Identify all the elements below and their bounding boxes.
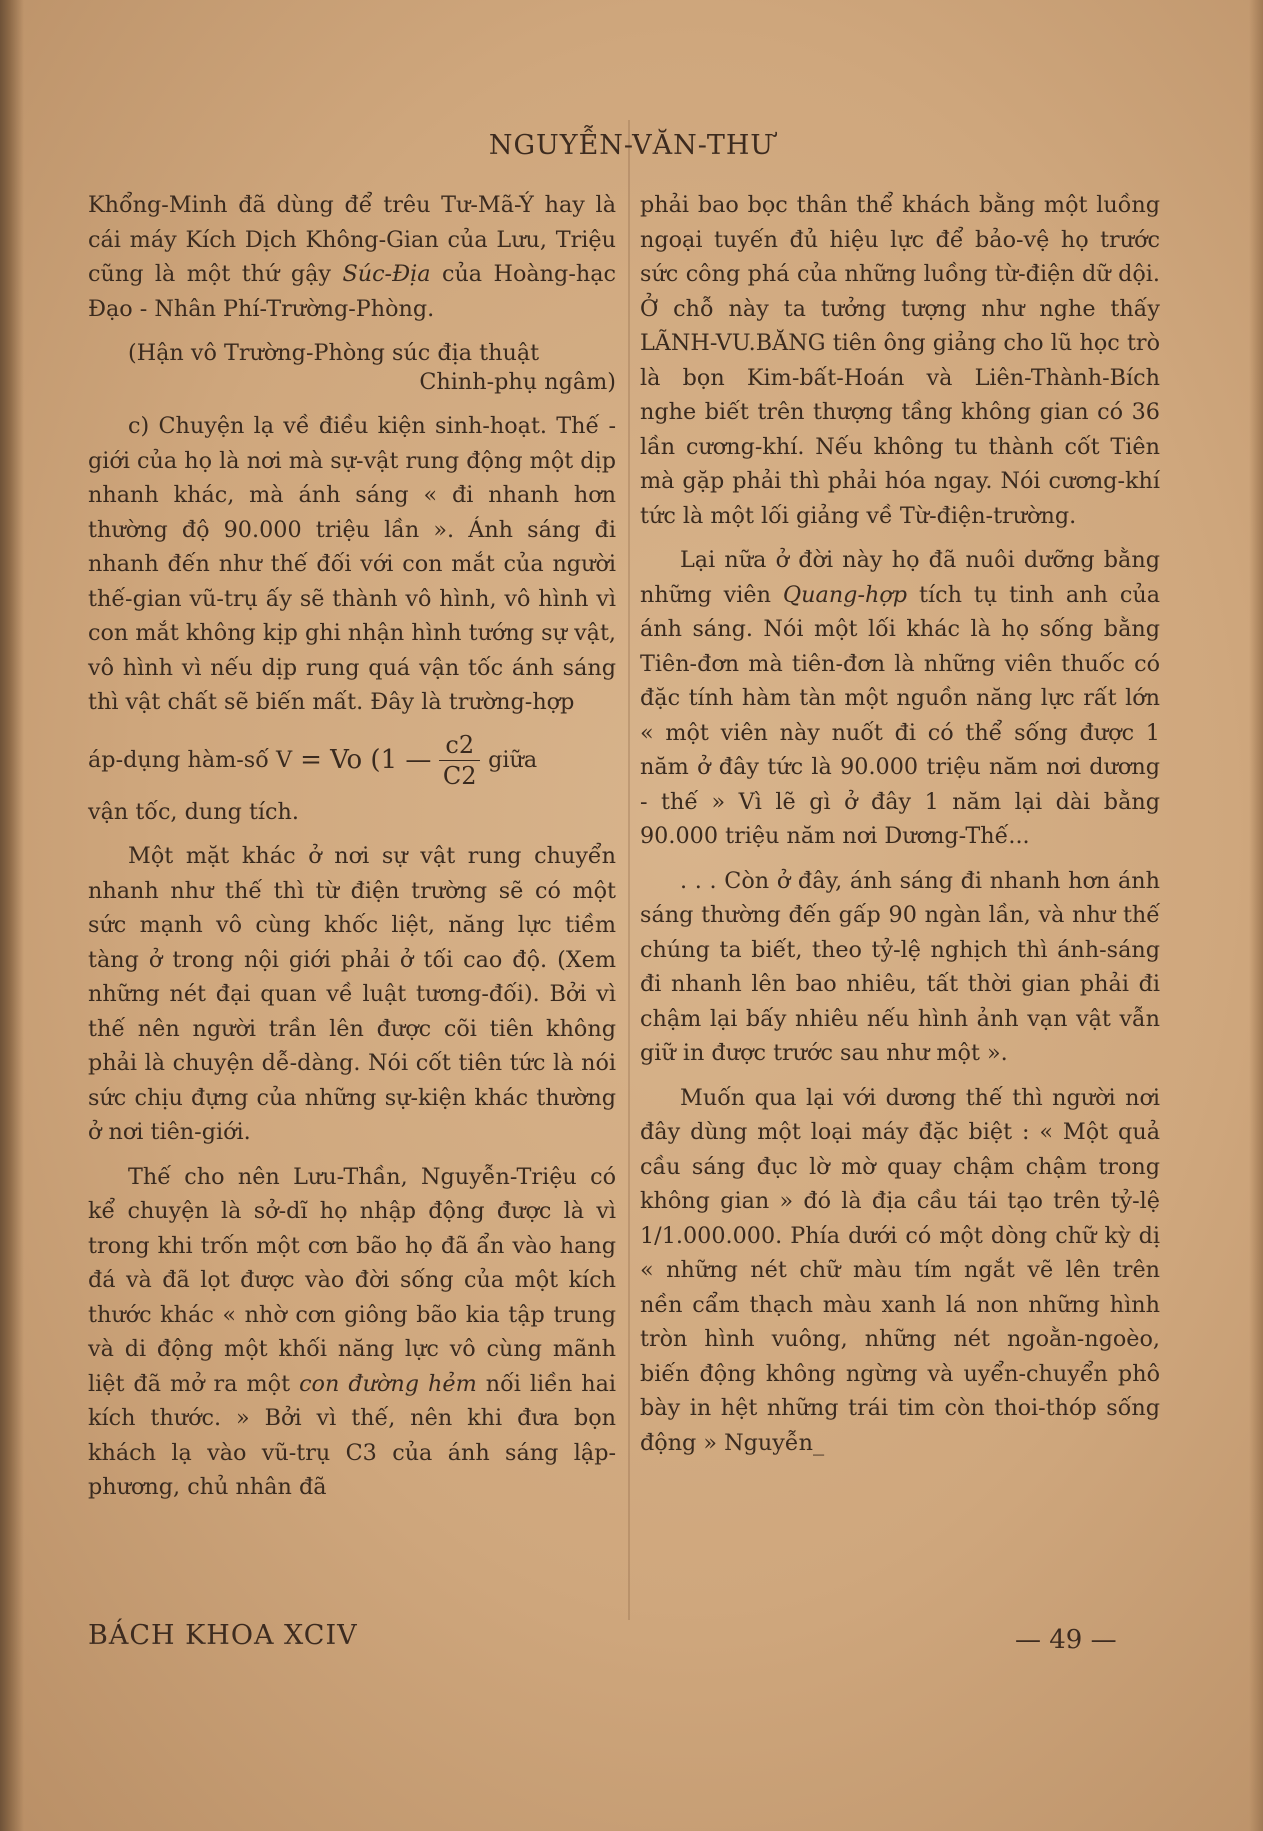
left-paragraph-5: Một mặt khác ở nơi sự vật rung chuyển nhanh như thế thì từ điện trường sẽ có một sức mạnh vô cùng khốc liệt, năng lực tiềm tàng ở trong nội giới phải ở tối cao độ. (Xem những nét đại quan về luật tương-đối). Bởi vì thế nên người trần lên được cõi tiên không phải là chuyện dễ-dàng. Nói cốt tiên tức là nói sức chịu đựng của những sự-kiện khác thường ở nơi tiên-giới. — [88, 843, 616, 1145]
formula-lead: áp-dụng hàm-số V — [88, 746, 293, 773]
page-edge-right — [1249, 0, 1263, 1831]
emphasis-con-duong-hem: con đường hẻm — [299, 1370, 477, 1397]
page-edge-shadow — [0, 0, 24, 1831]
left-paragraph-4: vận tốc, dung tích. — [88, 798, 299, 825]
quote-line: (Hận vô Trường-Phòng súc địa thuật — [128, 340, 540, 366]
left-paragraph-3: c) Chuyện lạ về điều kiện sinh-hoạt. Thế - giới của họ là nơi mà sự-vật rung động một dịp nhanh khác, mà ánh sáng « đi nhanh hơn thường độ 90.000 triệu lần ». Ánh sáng đi nhanh đến như thế đối với con mắt của người thế-gian vũ-trụ ấy sẽ thành vô hình, vô hình vì con mắt không kịp ghi nhận hình tướng sự vật, vô hình vì nếu dịp rung quá vận tốc ánh sáng thì vật chất sẽ biến mất. Đây là trường-hợp — [88, 413, 616, 715]
formula-tail: giữa — [488, 746, 538, 773]
page-fold-line — [628, 120, 630, 1620]
right-paragraph-2: Lại nữa ở đời này họ đã nuôi dưỡng bằng những viên Quang-hợp tích tụ tinh anh của ánh sáng. Nói một lối khác là họ sống bằng Tiên-đơn mà tiên-đơn là những viên thuốc có đặc tính hàm tàn một nguồn năng lực rất lớn « một viên này nuốt đi có thể sống được 1 năm ở đây tức là 90.000 triệu năm nơi dương - thế » Vì lẽ gì ở đây 1 năm lại dài bằng 90.000 triệu năm nơi Dương-Thế... — [640, 547, 1161, 849]
right-column — [640, 188, 1160, 1470]
right-paragraph-3: . . . Còn ở đây, ánh sáng đi nhanh hơn ánh sáng thường đến gấp 90 ngàn lần, và như thế chúng ta biết, theo tỷ-lệ nghịch thì ánh-sáng đi nhanh lên bao nhiêu, tất thời gian phải đi chậm lại bấy nhiêu nếu hình ảnh vạn vật vẫn giữ in được trước sau như một ». — [640, 867, 1160, 1066]
formula-fraction — [439, 730, 480, 791]
right-paragraph-1: phải bao bọc thân thể khách bằng một luồng ngoại tuyến đủ hiệu lực để bảo-vệ họ trước sức công phá của những luồng từ-điện dữ dội. Ở chỗ này ta tưởng tượng như nghe thấy LÃNH-VU.BĂNG tiên ông giảng cho lũ học trò là bọn Kim-bất-Hoán và Liên-Thành-Bích nghe biết trên thượng tầng không gian có 36 lần cương-khí. Nếu không tu thành cốt Tiên mà gặp phải thì phải hóa ngay. Nói cương-khí tức là một lối giảng về Từ-điện-trường. — [640, 192, 1160, 529]
right-paragraph-4: Muốn qua lại với dương thế thì người nơi đây dùng một loại máy đặc biệt : « Một quả cầu sáng đục lờ mờ quay chậm chậm trong không gian » đó là địa cầu tái tạo trên tỷ-lệ 1/1.000.000. Phía dưới có một dòng chữ kỳ dị « những nét chữ màu tím ngắt vẽ lên trên nền cẩm thạch màu xanh lá non những hình tròn hình vuông, những nét ngoằn-ngoèo, biến động không ngừng và uyển-chuyển phô bày in hệt những trái tim còn thoi-thóp sống động » Nguyễn_ — [640, 1084, 1160, 1456]
formula — [88, 730, 616, 791]
formula-numerator: c2 — [439, 730, 480, 761]
left-paragraph-1: Khổng-Minh đã dùng để trêu Tư-Mã-Ý hay là cái máy Kích Dịch Không-Gian của Lưu, Triệu cũng là một thứ gậy Súc-Địa của Hoàng-hạc Đạo - Nhân Phí-Trường-Phòng. — [88, 192, 616, 322]
page-header-author: NGUYỄN-VĂN-THƯ — [488, 130, 775, 161]
page-number: — 49 — — [1015, 1625, 1117, 1655]
emphasis-suc-dia: Súc-Địa — [342, 261, 431, 287]
publication-title: BÁCH KHOA XCIV — [88, 1620, 358, 1651]
emphasis-quang-hop: Quang-hợp — [782, 581, 908, 608]
left-column — [88, 188, 616, 1515]
quote-attribution: Chinh-phụ ngâm) — [419, 368, 616, 395]
left-paragraph-6: Thế cho nên Lưu-Thần, Nguyễn-Triệu có kể chuyện là sở-dĩ họ nhập động được là vì trong khi trốn một cơn bão họ đã ẩn vào hang đá và đã lọt được vào đời sống của một kích thước khác « nhờ cơn giông bão kia tập trung và di động một khối năng lực vô cùng mãnh liệt đã mở ra một con đường hẻm nối liền hai kích thước. » Bởi vì thế, nên khi đưa bọn khách lạ vào vũ-trụ C3 của ánh sáng lập-phương, chủ nhân đã — [88, 1163, 617, 1500]
formula-equation: = Vo (1 — — [300, 744, 432, 775]
formula-denominator: C2 — [442, 761, 477, 790]
